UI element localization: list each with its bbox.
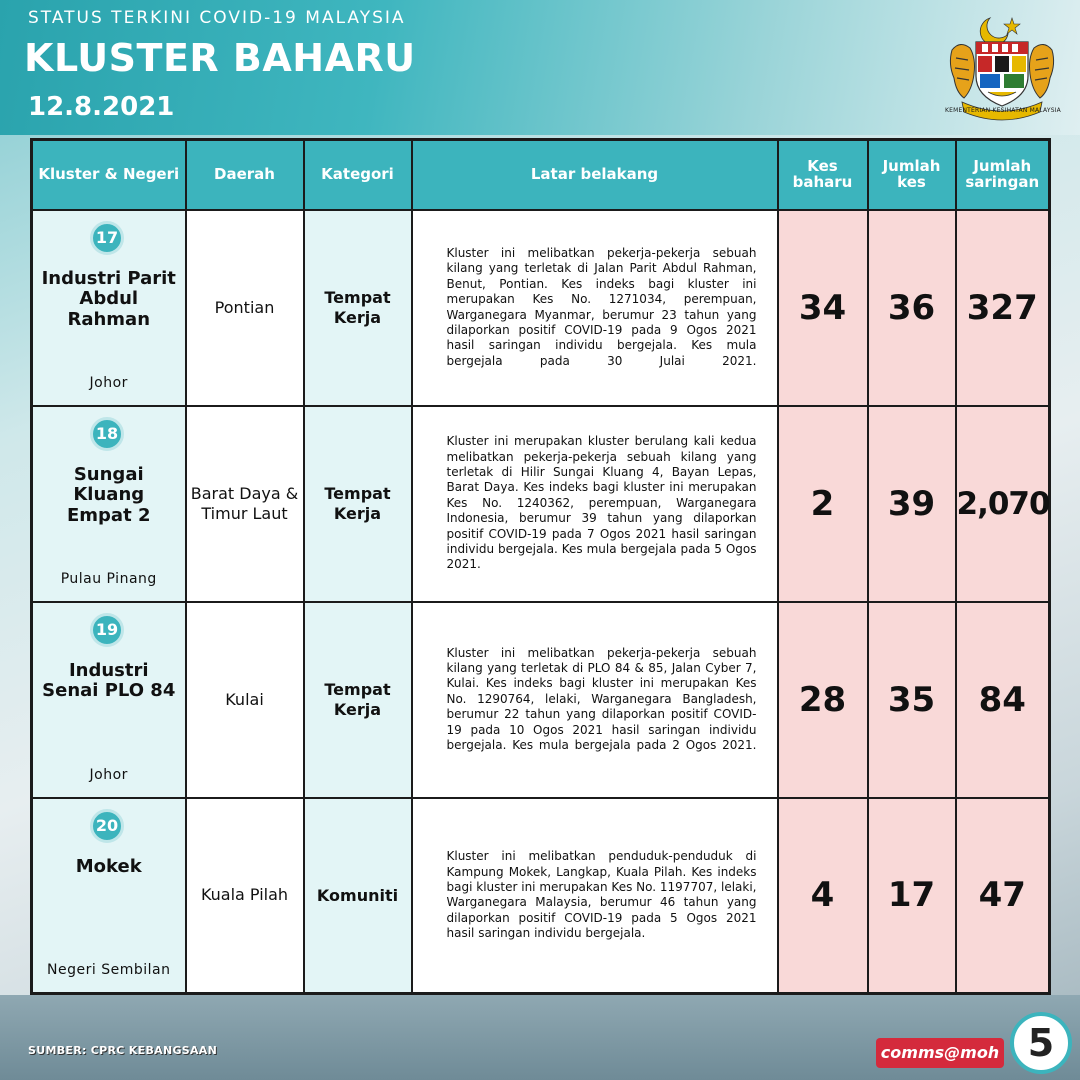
cluster-table: [30, 138, 1051, 995]
header-cluster: Kluster & Negeri: [32, 140, 186, 210]
header-kategori: Kategori: [304, 140, 412, 210]
header-subtitle: STATUS TERKINI COVID-19 MALAYSIA: [28, 8, 406, 28]
daerah-cell: Pontian: [186, 210, 304, 406]
jumlah-saringan-cell: 47: [956, 798, 1050, 994]
kes-baharu-cell: 28: [778, 602, 868, 798]
latar-cell: [412, 798, 778, 994]
jumlah-kes-cell: 39: [868, 406, 956, 602]
cluster-state: Johor: [89, 766, 128, 783]
kes-baharu-cell: 34: [778, 210, 868, 406]
cluster-state: Negeri Sembilan: [47, 962, 171, 978]
cluster-number-badge: 19: [90, 613, 124, 647]
jumlah-kes-cell: 35: [868, 602, 956, 798]
cluster-cell: [32, 210, 186, 406]
cluster-cell: [32, 406, 186, 602]
header-kes-baharu: Kes baharu: [778, 140, 868, 210]
jumlah-saringan-cell: 2,070: [956, 406, 1050, 602]
cluster-number-badge: 18: [90, 417, 124, 451]
cluster-name: Industri Senai PLO 84: [42, 659, 176, 702]
header-jumlah-kes: Jumlah kes: [868, 140, 956, 210]
cluster-name: Industri Parit Abdul Rahman: [41, 267, 176, 330]
header-date: 12.8.2021: [28, 92, 175, 122]
ministry-label: KEMENTERIAN KESIHATAN MALAYSIA: [945, 107, 1061, 114]
header-latar: Latar belakang: [412, 140, 778, 210]
latar-cell: [412, 602, 778, 798]
kategori-cell: Tempat Kerja: [304, 602, 412, 798]
latar-cell: [412, 406, 778, 602]
cluster-state: Pulau Pinang: [60, 570, 157, 587]
cluster-state: Johor: [89, 374, 128, 391]
source-note: SUMBER: CPRC KEBANGSAAN: [28, 1044, 218, 1057]
kategori-cell: Tempat Kerja: [304, 406, 412, 602]
table-header-row: [32, 140, 1050, 210]
jumlah-kes-cell: 36: [868, 210, 956, 406]
jumlah-kes-cell: 17: [868, 798, 956, 994]
jumlah-saringan-cell: 84: [956, 602, 1050, 798]
kategori-cell: Tempat Kerja: [304, 210, 412, 406]
page-number: 5: [1010, 1012, 1072, 1074]
daerah-cell: Barat Daya & Timur Laut: [186, 406, 304, 602]
table-row: [32, 602, 1050, 798]
latar-text: Kluster ini melibatkan penduduk-penduduk di Kampung Mokek, Langkap, Kuala Pilah. Kes indeks bagi kluster ini merupakan Kes No. 1197707, lelaki, Warganegara Malaysia, berumur 46 tahun yang dilaporkan positif COVID-19 pada 5 Ogos 2021 hasil saringan individu bergejala.: [446, 849, 757, 940]
page-title: KLUSTER BAHARU: [24, 36, 416, 80]
comms-moh-badge: comms@moh: [876, 1038, 1004, 1068]
jumlah-saringan-cell: 327: [956, 210, 1050, 406]
kategori-cell: Komuniti: [304, 798, 412, 994]
daerah-cell: Kulai: [186, 602, 304, 798]
kes-baharu-cell: 4: [778, 798, 868, 994]
table-row: [32, 210, 1050, 406]
cluster-name: Sungai Kluang Empat 2: [67, 463, 151, 526]
cluster-cell: [32, 602, 186, 798]
cluster-cell: [32, 798, 186, 994]
header-jumlah-saringan: Jumlah saringan: [956, 140, 1050, 210]
latar-cell: [412, 210, 778, 406]
cluster-name: Mokek: [75, 855, 142, 877]
cluster-number-badge: 17: [90, 221, 124, 255]
cluster-number-badge: 20: [90, 809, 124, 843]
latar-text: Kluster ini merupakan kluster berulang kali kedua melibatkan pekerja-pekerja sebuah kilang yang terletak di Hilir Sungai Kluang 4, Bayan Lepas, Barat Daya. Kes indeks bagi kluster ini merupakan Kes No. 1240362, perempuan, Warganegara Indonesia, berumur 39 tahun yang dilaporkan positif COVID-19 pada 7 Ogos 2021 hasil saringan individu bergejala. Kes mula bergejala pada 5 Ogos 2021.: [446, 434, 757, 572]
kes-baharu-cell: 2: [778, 406, 868, 602]
table-row: [32, 798, 1050, 994]
latar-text: Kluster ini melibatkan pekerja-pekerja sebuah kilang yang terletak di Jalan Parit Abdul Rahman, Benut, Pontian. Kes indeks bagi kluster ini merupakan Kes No. 1271034, perempuan, Warganegara Myanmar, berumur 23 tahun yang dilaporkan positif COVID-19 pada 9 Ogos 2021 hasil saringan individu bergejala. Kes mula bergejala pada 30 Julai 2021.: [446, 246, 757, 368]
daerah-cell: Kuala Pilah: [186, 798, 304, 994]
header-daerah: Daerah: [186, 140, 304, 210]
latar-text: Kluster ini melibatkan pekerja-pekerja sebuah kilang yang terletak di PLO 84 & 85, Jalan Cyber 7, Kulai. Kes indeks bagi kluster ini merupakan Kes No. 1290764, lelaki, Warganegara Bangladesh, berumur 22 tahun yang dilaporkan positif COVID-19 pada 10 Ogos 2021 hasil saringan individu bergejala. Kes mula bergejala pada 2 Ogos 2021.: [446, 645, 757, 752]
table-row: [32, 406, 1050, 602]
